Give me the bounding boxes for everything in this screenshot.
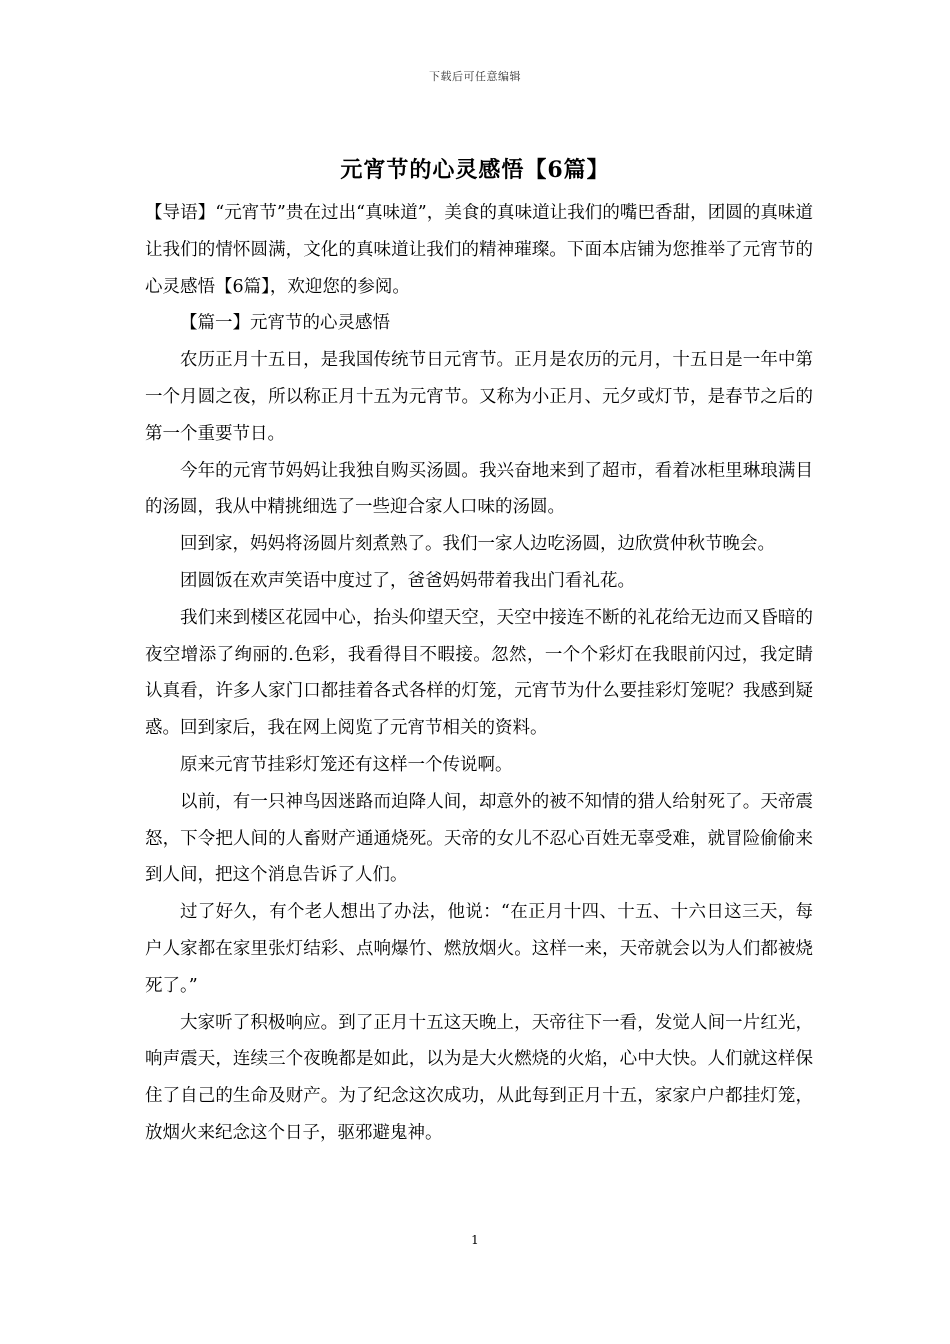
body-paragraph: 今年的元宵节妈妈让我独自购买汤圆。我兴奋地来到了超市，看着冰柜里琳琅满目的汤圆，我从中精挑细选了一些迎合家人口味的汤圆。 xyxy=(145,460,813,518)
body-paragraph: 过了好久，有个老人想出了办法，他说：“在正月十四、十五、十六日这三天，每户人家都在家里张灯结彩、点响爆竹、燃放烟火。这样一来，天帝就会以为人们都被烧死了。” xyxy=(145,902,813,996)
body-paragraph: 大家听了积极响应。到了正月十五这天晚上，天帝往下一看，发觉人间一片红光，响声震天，连续三个夜晚都是如此，以为是大火燃烧的火焰，心中大快。人们就这样保住了自己的生命及财产。为了纪念这次成功，从此每到正月十五，家家户户都挂灯笼，放烟火来纪念这个日子，驱邪避鬼神。 xyxy=(145,1012,813,1143)
body-paragraph: 回到家，妈妈将汤圆片刻煮熟了。我们一家人边吃汤圆，边欣赏仲秋节晚会。 xyxy=(180,534,775,555)
body-paragraph: 农历正月十五日，是我国传统节日元宵节。正月是农历的元月，十五日是一年中第一个月圆之夜，所以称正月十五为元宵节。又称为小正月、元夕或灯节，是春节之后的第一个重要节日。 xyxy=(145,350,813,444)
page-number: 1 xyxy=(471,1233,479,1247)
body-paragraph: 原来元宵节挂彩灯笼还有这样一个传说啊。 xyxy=(180,754,513,775)
header-note: 下载后可任意编辑 xyxy=(429,70,521,83)
body-paragraph: 团圆饭在欢声笑语中度过了，爸爸妈妈带着我出门看礼花。 xyxy=(180,570,635,591)
section-heading: 【篇一】元宵节的心灵感悟 xyxy=(180,313,390,334)
body-paragraph: 我们来到楼区花园中心，抬头仰望天空，天空中接连不断的礼花给无边而又昏暗的夜空增添了绚丽的.色彩，我看得目不暇接。忽然，一个个彩灯在我眼前闪过，我定睛认真看，许多人家门口都挂着各式各样的灯笼，元宵节为什么要挂彩灯笼呢？我感到疑惑。回到家后，我在网上阅览了元宵节相关的资料。 xyxy=(145,607,813,739)
intro-paragraph: 【导语】“元宵节”贵在过出“真味道”，美食的真味道让我们的嘴巴香甜，团圆的真味道让我们的情怀圆满，文化的真味道让我们的精神璀璨。下面本店铺为您推举了元宵节的心灵感悟【6篇】，欢迎您的参阅。 xyxy=(145,203,813,297)
document-title: 元宵节的心灵感悟【6篇】 xyxy=(340,157,610,183)
body-paragraph: 以前，有一只神鸟因迷路而迫降人间，却意外的被不知情的猎人给射死了。天帝震怒，下令把人间的人畜财产通通烧死。天帝的女儿不忍心百姓无辜受难，就冒险偷偷来到人间，把这个消息告诉了人们。 xyxy=(145,791,813,886)
document-body xyxy=(145,195,813,1152)
